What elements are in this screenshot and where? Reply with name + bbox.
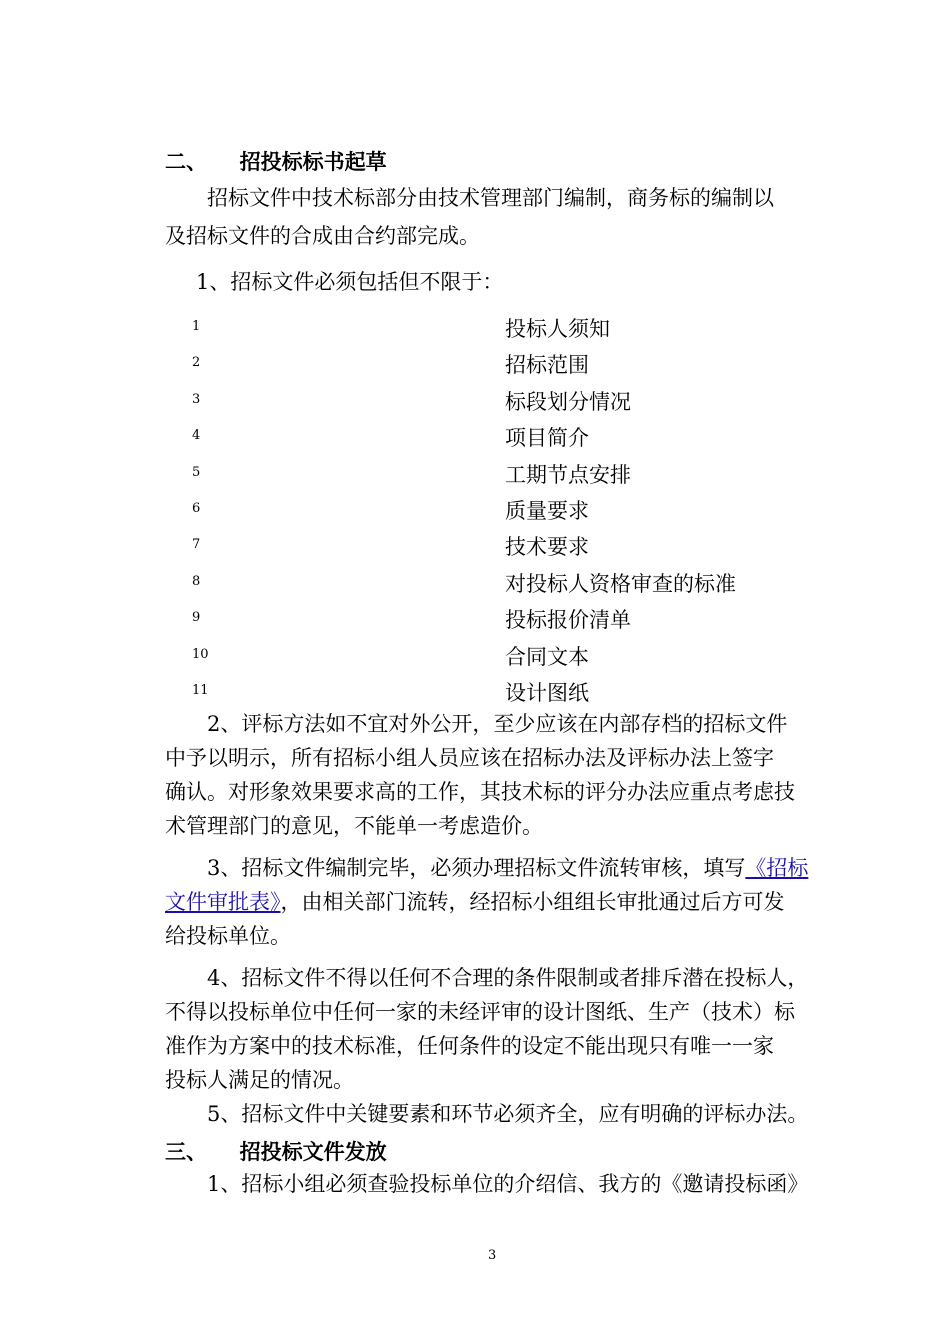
intro-line-2: 及招标文件的合成由合约部完成。 bbox=[165, 224, 480, 248]
page-number: 3 bbox=[488, 1248, 497, 1263]
list-item-number: 9 bbox=[192, 610, 201, 625]
list-item-number: 1 bbox=[192, 319, 201, 334]
paragraph-4-line-4: 投标人满足的情况。 bbox=[165, 1068, 354, 1092]
paragraph-2-line-2: 中予以明示，所有招标小组人员应该在招标办法及评标办法上签字 bbox=[165, 746, 774, 770]
list-item-text: 质量要求 bbox=[505, 499, 589, 523]
list-item-number: 4 bbox=[192, 428, 201, 443]
list-item-text: 工期节点安排 bbox=[505, 463, 631, 487]
paragraph-4-line-3: 准作为方案中的技术标准，任何条件的设定不能出现只有唯一一家 bbox=[165, 1034, 774, 1058]
paragraph-3-line-2 bbox=[165, 884, 785, 920]
paragraph-5: 5、招标文件中关键要素和环节必须齐全，应有明确的评标办法。 bbox=[207, 1102, 809, 1126]
paragraph-2-line-3: 确认。对形象效果要求高的工作，其技术标的评分办法应重点考虑技 bbox=[165, 780, 795, 804]
section-2-heading-text: 招投标标书起草 bbox=[239, 150, 387, 174]
list-item-number: 5 bbox=[192, 465, 201, 480]
list-item-text: 对投标人资格审查的标准 bbox=[505, 572, 736, 596]
intro-line-1: 招标文件中技术标部分由技术管理部门编制，商务标的编制以 bbox=[207, 186, 774, 210]
list-item-text: 投标报价清单 bbox=[505, 608, 631, 632]
list-item-text: 标段划分情况 bbox=[505, 390, 631, 414]
approval-form-link[interactable]: 《招标 bbox=[745, 856, 809, 880]
paragraph-4-line-1: 4、招标文件不得以任何不合理的条件限制或者排斥潜在投标人， bbox=[207, 966, 809, 990]
list-item-text: 投标人须知 bbox=[505, 317, 610, 341]
list-item-number: 3 bbox=[192, 392, 201, 407]
approval-form-link-cont[interactable]: 文件审批表》 bbox=[165, 890, 281, 914]
list-item-number: 6 bbox=[192, 501, 201, 516]
paragraph-3-text: 3、招标文件编制完毕，必须办理招标文件流转审核，填写 bbox=[207, 856, 746, 880]
list-item-number: 8 bbox=[192, 574, 201, 589]
list-item-text: 招标范围 bbox=[505, 353, 589, 377]
list-item-text: 设计图纸 bbox=[505, 681, 589, 705]
list-item-text: 合同文本 bbox=[505, 645, 589, 669]
list-item-text: 技术要求 bbox=[505, 535, 589, 559]
section-3-heading-number: 三、 bbox=[165, 1140, 207, 1164]
paragraph-3-text-2: ，由相关部门流转，经招标小组组长审批通过后方可发 bbox=[280, 890, 785, 914]
list-item-number: 2 bbox=[192, 355, 201, 370]
paragraph-2-line-4: 术管理部门的意见，不能单一考虑造价。 bbox=[165, 814, 543, 838]
section-3-paragraph-1: 1、招标小组必须查验投标单位的介绍信、我方的《邀请投标函》 bbox=[207, 1172, 809, 1196]
list-item-number: 11 bbox=[192, 683, 209, 698]
list-intro: 1、招标文件必须包括但不限于： bbox=[196, 270, 504, 294]
paragraph-4-line-2: 不得以投标单位中任何一家的未经评审的设计图纸、生产（技术）标 bbox=[165, 1000, 795, 1024]
section-2-heading bbox=[165, 146, 387, 176]
list-item-text: 项目简介 bbox=[505, 426, 589, 450]
section-3-heading-text: 招投标文件发放 bbox=[239, 1140, 387, 1164]
section-3-heading bbox=[165, 1136, 387, 1166]
list-item-number: 7 bbox=[192, 537, 201, 552]
paragraph-2-line-1: 2、评标方法如不宜对外公开，至少应该在内部存档的招标文件 bbox=[207, 712, 788, 736]
section-2-heading-number: 二、 bbox=[165, 150, 207, 174]
paragraph-3-line-1 bbox=[207, 850, 808, 886]
list-item-number: 10 bbox=[192, 647, 209, 662]
paragraph-3-line-3: 给投标单位。 bbox=[165, 924, 291, 948]
